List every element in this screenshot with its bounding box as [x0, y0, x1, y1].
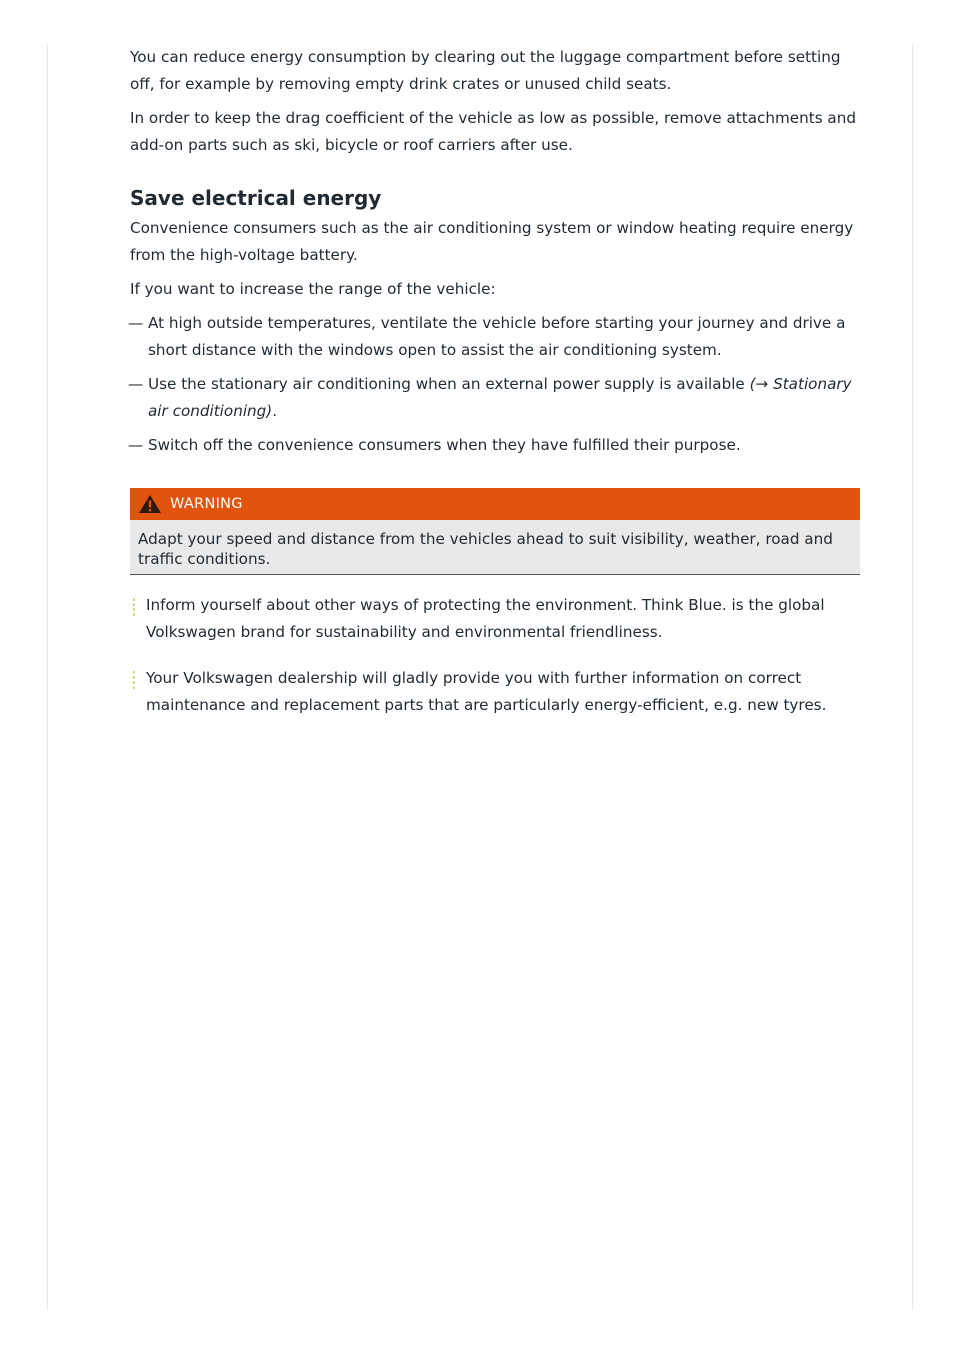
bullet-dash: — [128, 375, 144, 393]
section-title: Save electrical energy [130, 186, 382, 210]
list-item-text: At high outside temperatures, ventilate the vehicle before starting your journey and drive a short distance with the windows open to assist the air conditioning system. [148, 314, 846, 359]
stationary-ac-link[interactable]: (→ Stationary air conditioning) [148, 375, 852, 420]
range-tips-list [130, 310, 860, 459]
bullet-dash: — [128, 436, 144, 454]
paragraph-luggage: You can reduce energy consumption by clearing out the luggage compartment before setting off, for example by removing empty drink crates or unused child seats. [130, 48, 841, 93]
page-margin-line-right [912, 45, 913, 1310]
list-item-text: Switch off the convenience consumers when they have fulfilled their purpose. [148, 436, 741, 454]
warning-text: Adapt your speed and distance from the vehicles ahead to suit visibility, weather, road and traffic conditions. [130, 520, 860, 575]
section-intro: Convenience consumers such as the air conditioning system or window heating require energy from the high-voltage battery. [130, 219, 854, 264]
warning-triangle-icon [138, 494, 162, 514]
paragraph-drag-coefficient: In order to keep the drag coefficient of the vehicle as low as possible, remove attachments and add-on parts such as ski, bicycle or roof carriers after use. [130, 109, 857, 154]
warning-label: WARNING [170, 496, 243, 512]
section-lead: If you want to increase the range of the vehicle: [130, 280, 496, 298]
list-item [130, 432, 860, 459]
warning-box [130, 488, 860, 575]
note-dealership [130, 665, 860, 719]
note-text: Inform yourself about other ways of protecting the environment. Think Blue. is the global Volkswagen brand for sustainability and environmental friendliness. [146, 596, 825, 641]
info-note-icon [130, 671, 138, 689]
page-margin-line-left [47, 45, 48, 1310]
note-environment [130, 592, 860, 646]
list-item [130, 371, 860, 425]
page-content [130, 44, 860, 719]
list-item-end: . [272, 402, 278, 420]
info-note-icon [130, 598, 138, 616]
list-item [130, 310, 860, 364]
warning-header [130, 488, 860, 520]
list-item-text: Use the stationary air conditioning when an external power supply is available [148, 375, 745, 393]
note-text: Your Volkswagen dealership will gladly provide you with further information on correct maintenance and replacement parts that are particularly energy-efficient, e.g. new tyres. [146, 669, 827, 714]
bullet-dash: — [128, 314, 144, 332]
